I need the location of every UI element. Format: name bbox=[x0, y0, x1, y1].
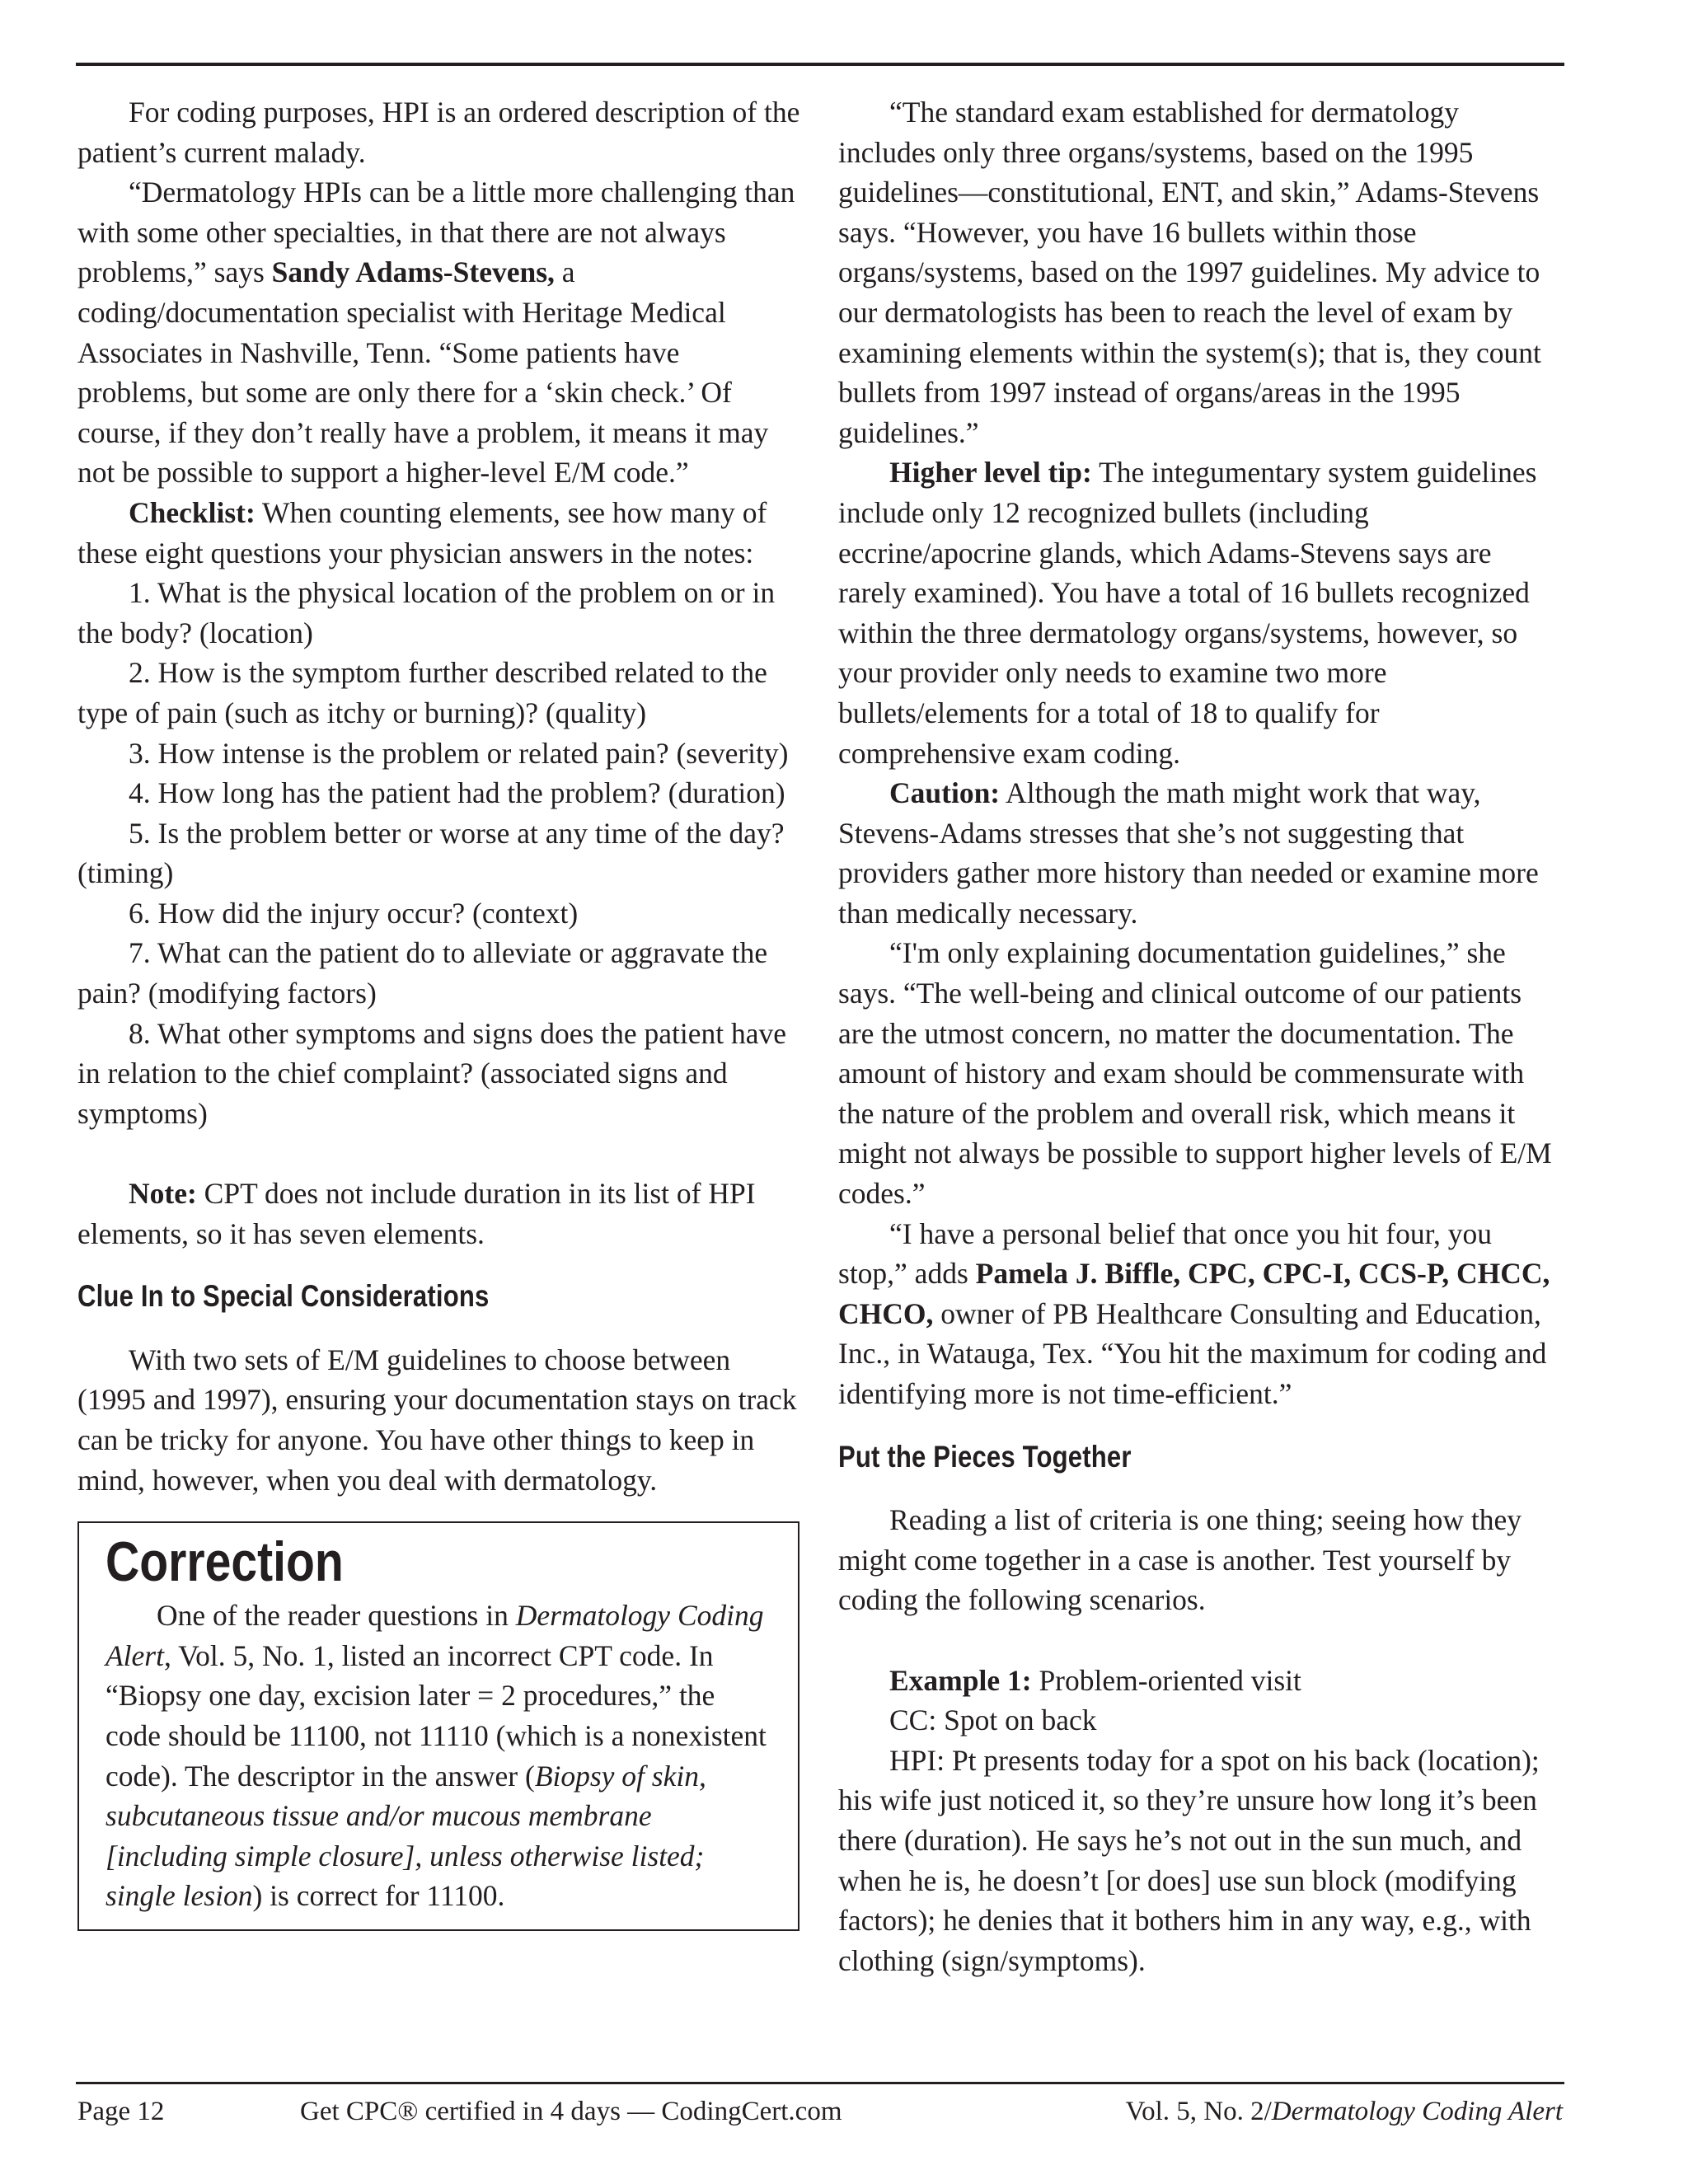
example-chief-complaint: CC: Spot on back bbox=[889, 1704, 1097, 1737]
checklist-label: Checklist: bbox=[129, 495, 256, 529]
section-heading-put-pieces-together: Put the Pieces Together bbox=[838, 1439, 1132, 1474]
caution-label: Caution: bbox=[889, 776, 1001, 810]
code-descriptor: Biopsy of skin, subcutaneous tissue and/or mucous membrane [including simple closure], unless otherwise listed; single lesion bbox=[106, 1759, 706, 1913]
paragraph-note: Note: CPT does not include duration in its list of HPI elements, so it has seven elements. bbox=[77, 1177, 756, 1250]
person-name: Sandy Adams-Stevens, bbox=[271, 255, 555, 289]
left-column bbox=[77, 92, 803, 1931]
page-number: Page 12 bbox=[77, 2097, 165, 2126]
example-label: Example 1: bbox=[889, 1663, 1032, 1697]
checklist-question: 5. Is the problem better or worse at any time of the day? (timing) bbox=[77, 816, 785, 890]
tip-label: Higher level tip: bbox=[889, 456, 1092, 490]
spacer bbox=[77, 1254, 803, 1277]
publication-name: Dermatology Coding Alert bbox=[1271, 2097, 1563, 2126]
checklist-question: 1. What is the physical location of the problem on or in the body? (location) bbox=[77, 576, 776, 649]
checklist-question: 6. How did the injury occur? (context) bbox=[129, 896, 579, 930]
correction-text: One of the reader questions in Dermatology Coding Alert, Vol. 5, No. 1, listed an incorrect CPT code. In “Biopsy one day, excision later = 2 procedures,” the code should be 11100, not 11110 (which is a nonexistent code). The descriptor in the answer (Biopsy of skin, subcutaneous tissue and/or mucous membrane [including simple closure], unless otherwise listed; single lesion) is correct for 11100. bbox=[106, 1599, 767, 1913]
spacer bbox=[838, 1620, 1564, 1661]
spacer bbox=[77, 1317, 803, 1340]
section-heading-special-considerations: Clue In to Special Considerations bbox=[77, 1279, 490, 1314]
paragraph-biffle-quote: “I have a personal belief that once you hit four, you stop,” adds Pamela J. Biffle, CPC, CPC-I, CCS-P, CHCC, CHCO, owner of PB Healthcare Consulting and Education, Inc., in Watauga, Tex. “You hit the maximum for coding and identifying more is not time-efficient.” bbox=[838, 1216, 1550, 1410]
checklist-question: 4. How long has the patient had the problem? (duration) bbox=[129, 776, 785, 810]
footer-issue: Vol. 5, No. 2/Dermatology Coding Alert bbox=[1125, 2097, 1563, 2126]
top-rule bbox=[76, 63, 1564, 66]
spacer bbox=[838, 1414, 1564, 1437]
correction-title: Correction bbox=[106, 1530, 344, 1594]
checklist-question: 7. What can the patient do to alleviate or aggravate the pain? (modifying factors) bbox=[77, 936, 768, 1010]
paragraph-hpi-definition: For coding purposes, HPI is an ordered description of the patient’s current malady. bbox=[77, 96, 800, 169]
paragraph-documentation-quote: “I'm only explaining documentation guidelines,” she says. “The well-being and clinical outcome of our patients are the utmost concern, no matter the documentation. The amount of history and exam should be commensurate with the nature of the problem and overall risk, which means it might not always be possible to support higher levels of E/M codes.” bbox=[838, 936, 1552, 1211]
checklist-question: 8. What other symptoms and signs does the patient have in relation to the chief complaint? (associated signs and symptoms) bbox=[77, 1016, 786, 1130]
paragraph-higher-level-tip: Higher level tip: The integumentary system guidelines include only 12 recognized bullets (including eccrine/apocrine glands, which Adams-Stevens says are rarely examined). You have a total of 16 bullets recognized within the three dermatology organs/systems, however, so your provider only needs to examine two more bullets/elements for a total of 18 to qualify for comprehensive exam coding. bbox=[838, 456, 1537, 770]
footer-promo: Get CPC® certified in 4 days — CodingCert.com bbox=[300, 2097, 842, 2126]
paragraph-adams-stevens-quote: “Dermatology HPIs can be a little more challenging than with some other specialties, in that there are not always problems,” says Sandy Adams-Stevens, a coding/documentation specialist with Heritage Medical Associates in Nashville, Tenn. “Some patients have problems, but some are only there for a ‘skin check.’ Of course, if they don’t really have a problem, it means it may not be possible to support a higher-level E/M code.” bbox=[77, 176, 795, 490]
paragraph-caution: Caution: Although the math might work that way, Stevens-Adams stresses that she’s not suggesting that providers gather more history than needed or examine more than medically necessary. bbox=[838, 776, 1539, 930]
spacer bbox=[77, 1133, 803, 1174]
publication-title: Dermatology Coding Alert bbox=[106, 1599, 764, 1672]
right-column bbox=[838, 92, 1564, 1980]
paragraph-special-considerations: With two sets of E/M guidelines to choose between (1995 and 1997), ensuring your documentation stays on track can be tricky for anyone. You have other things to keep in mind, however, when you deal with dermatology. bbox=[77, 1343, 797, 1497]
checklist-question: 2. How is the symptom further described related to the type of pain (such as itchy or burning)? (quality) bbox=[77, 656, 767, 729]
paragraph-put-pieces-together: Reading a list of criteria is one thing; seeing how they might come together in a case is another. Test yourself by coding the following scenarios. bbox=[838, 1503, 1522, 1617]
note-label: Note: bbox=[129, 1177, 197, 1211]
spacer bbox=[838, 1477, 1564, 1500]
example-hpi: HPI: Pt presents today for a spot on his back (location); his wife just noticed it, so they’re unsure how long it’s been there (duration). He says he’s not out in the sun much, and when he is, he doesn’t [or does] use sun block (modifying factors); he denies that it bothers him in any way, e.g., with clothing (sign/symptoms). bbox=[838, 1743, 1540, 1977]
bottom-rule bbox=[76, 2082, 1564, 2084]
paragraph-standard-exam: “The standard exam established for dermatology includes only three organs/systems, based on the 1995 guidelines—constitutional, ENT, and skin,” Adams-Stevens says. “However, you have 16 bullets within those organs/systems, based on the 1997 guidelines. My advice to our dermatologists has been to reach the level of exam by examining elements within the system(s); that is, they count bullets from 1997 instead of organs/areas in the 1995 guidelines.” bbox=[838, 96, 1541, 449]
correction-box bbox=[77, 1521, 799, 1931]
person-name: Pamela J. Biffle, CPC, CPC-I, CCS-P, CHCC, CHCO, bbox=[838, 1257, 1550, 1330]
example-heading: Example 1: Problem-oriented visit bbox=[889, 1663, 1301, 1697]
checklist-question: 3. How intense is the problem or related pain? (severity) bbox=[129, 736, 789, 770]
paragraph-checklist: Checklist: When counting elements, see how many of these eight questions your physician answers in the notes: bbox=[77, 495, 767, 569]
